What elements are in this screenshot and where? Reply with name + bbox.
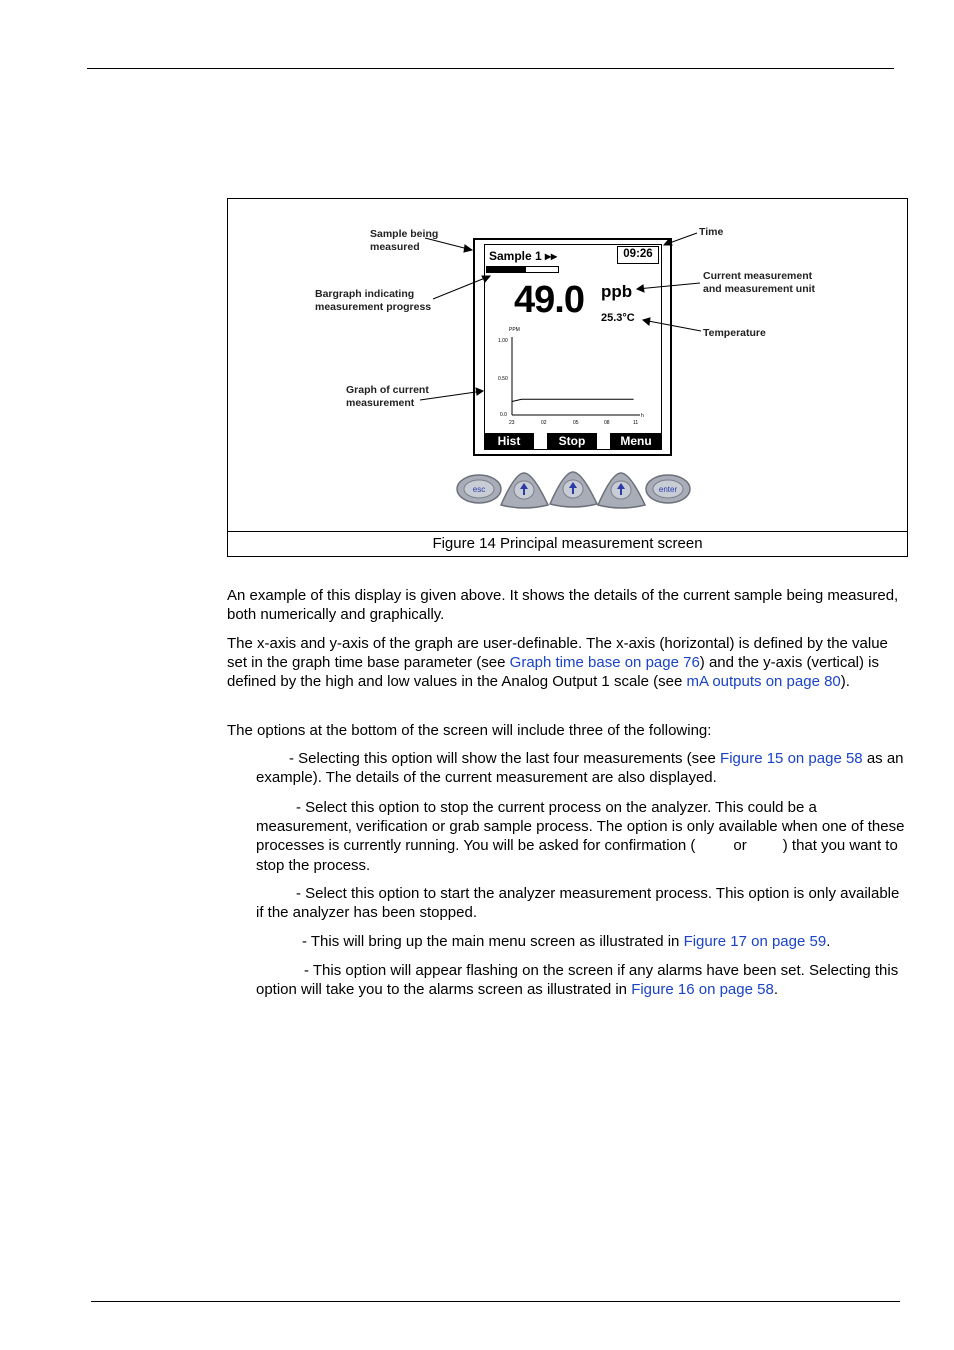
callout-sample: Sample being measured bbox=[370, 228, 439, 253]
option-alarm bbox=[256, 961, 907, 999]
axes-text-b: ) and the y-axis (vertical) is defined by the high and low values in the Analog Output 1 scale (see bbox=[227, 654, 880, 691]
graph-xtick-2: 02 bbox=[541, 420, 547, 426]
option-stop bbox=[256, 798, 907, 875]
graph-xlabel: h bbox=[641, 413, 644, 419]
measurement-graph bbox=[498, 327, 644, 426]
option-menu bbox=[256, 932, 907, 951]
paragraph-axes bbox=[227, 634, 907, 692]
measurement-value: 49.0 bbox=[514, 279, 584, 321]
stop-text-b: ) that you want to stop the process. bbox=[256, 837, 898, 874]
alarm-text-b: . bbox=[773, 981, 778, 999]
arrow-button-2[interactable] bbox=[550, 472, 597, 507]
temperature-value: 25.3°C bbox=[601, 312, 635, 324]
link-figure-15[interactable]: Figure 15 on page 58 bbox=[720, 750, 863, 767]
stop-text-or: or bbox=[733, 837, 747, 855]
link-figure-16[interactable]: Figure 16 on page 58 bbox=[631, 981, 774, 999]
graph-xtick-5: 11 bbox=[633, 420, 639, 426]
link-figure-17[interactable]: Figure 17 on page 59 bbox=[683, 933, 827, 950]
graph-ytick-3: 0.0 bbox=[500, 412, 507, 418]
measurement-unit: ppb bbox=[601, 282, 633, 301]
graph-xtick-1: 23 bbox=[509, 420, 515, 426]
esc-button[interactable] bbox=[457, 475, 501, 503]
paragraph-intro: An example of this display is given above. It shows the details of the current sample being measured, both numerically and graphically. bbox=[227, 587, 899, 624]
arrow-temperature bbox=[643, 320, 701, 331]
sample-label: Sample 1 ▸▸ bbox=[489, 249, 558, 263]
esc-button-label: esc bbox=[472, 485, 486, 494]
arrow-graph-head bbox=[476, 388, 483, 395]
graph-ytick-2: 0.50 bbox=[498, 376, 508, 382]
graph-xtick-3: 05 bbox=[573, 420, 579, 426]
footer-rule bbox=[91, 1301, 900, 1302]
callout-graph: Graph of current measurement bbox=[346, 384, 429, 409]
axes-text-c: ). bbox=[840, 673, 850, 691]
graph-ytick-1: 1.00 bbox=[498, 338, 508, 344]
hist-text-b: as an example). The details of the current measurement are also displayed. bbox=[256, 750, 904, 787]
arrow-bargraph bbox=[433, 276, 490, 299]
arrow-bargraph-head bbox=[482, 276, 490, 282]
callout-temperature: Temperature bbox=[703, 327, 766, 339]
softkey-hist[interactable]: Hist bbox=[484, 433, 534, 450]
menu-text-b: . bbox=[826, 933, 831, 950]
softkey-menu[interactable]: Menu bbox=[610, 433, 662, 450]
keypad bbox=[457, 472, 690, 508]
arrow-time-head bbox=[664, 239, 672, 245]
enter-button[interactable] bbox=[646, 475, 690, 503]
option-start: - Select this option to start the analyzer measurement process. This option is only available if the analyzer has been stopped. bbox=[256, 885, 900, 922]
axes-text-a: The x-axis and y-axis of the graph are user-definable. The x-axis (horizontal) is defined by the value set in the graph time base parameter (see bbox=[227, 635, 888, 672]
callout-measurement: Current measurement and measurement unit bbox=[703, 270, 816, 295]
callout-time: Time bbox=[699, 226, 724, 238]
arrow-button-3[interactable] bbox=[598, 473, 645, 508]
graph-ylabel: PPM bbox=[509, 327, 520, 333]
link-ma-outputs[interactable]: mA outputs on page 80 bbox=[686, 673, 841, 691]
arrow-button-1[interactable] bbox=[501, 473, 548, 508]
menu-text-a: - This will bring up the main menu screen as illustrated in bbox=[302, 933, 684, 950]
graph-series-line bbox=[512, 399, 634, 401]
link-graph-time-base[interactable]: Graph time base on page 76 bbox=[509, 654, 700, 672]
hist-text-a: - Selecting this option will show the last four measurements (see bbox=[289, 750, 721, 767]
arrow-measurement bbox=[637, 283, 700, 289]
paragraph-options: The options at the bottom of the screen will include three of the following: bbox=[227, 722, 712, 739]
callout-bargraph: Bargraph indicating measurement progress bbox=[315, 288, 432, 313]
arrow-temperature-head bbox=[643, 318, 650, 325]
stop-text-a: - Select this option to stop the current process on the analyzer. This could be a measurement, verification or grab sample process. The option is only available when one of these processes is currently running. You will be asked for confirmation ( bbox=[256, 799, 905, 855]
arrow-measurement-head bbox=[637, 285, 644, 292]
time-display: 09:26 bbox=[617, 246, 659, 264]
alarm-text-a: - This option will appear flashing on the screen if any alarms have been set. Selecting this option will take you to the alarms screen as illustrated in bbox=[256, 962, 899, 999]
enter-button-label: enter bbox=[658, 485, 678, 494]
arrow-graph bbox=[420, 391, 483, 400]
figure-caption: Figure 14 Principal measurement screen bbox=[432, 535, 703, 552]
option-hist bbox=[256, 749, 907, 787]
graph-xtick-4: 08 bbox=[604, 420, 610, 426]
softkey-stop[interactable]: Stop bbox=[547, 433, 597, 450]
arrow-sample-head bbox=[464, 245, 472, 252]
